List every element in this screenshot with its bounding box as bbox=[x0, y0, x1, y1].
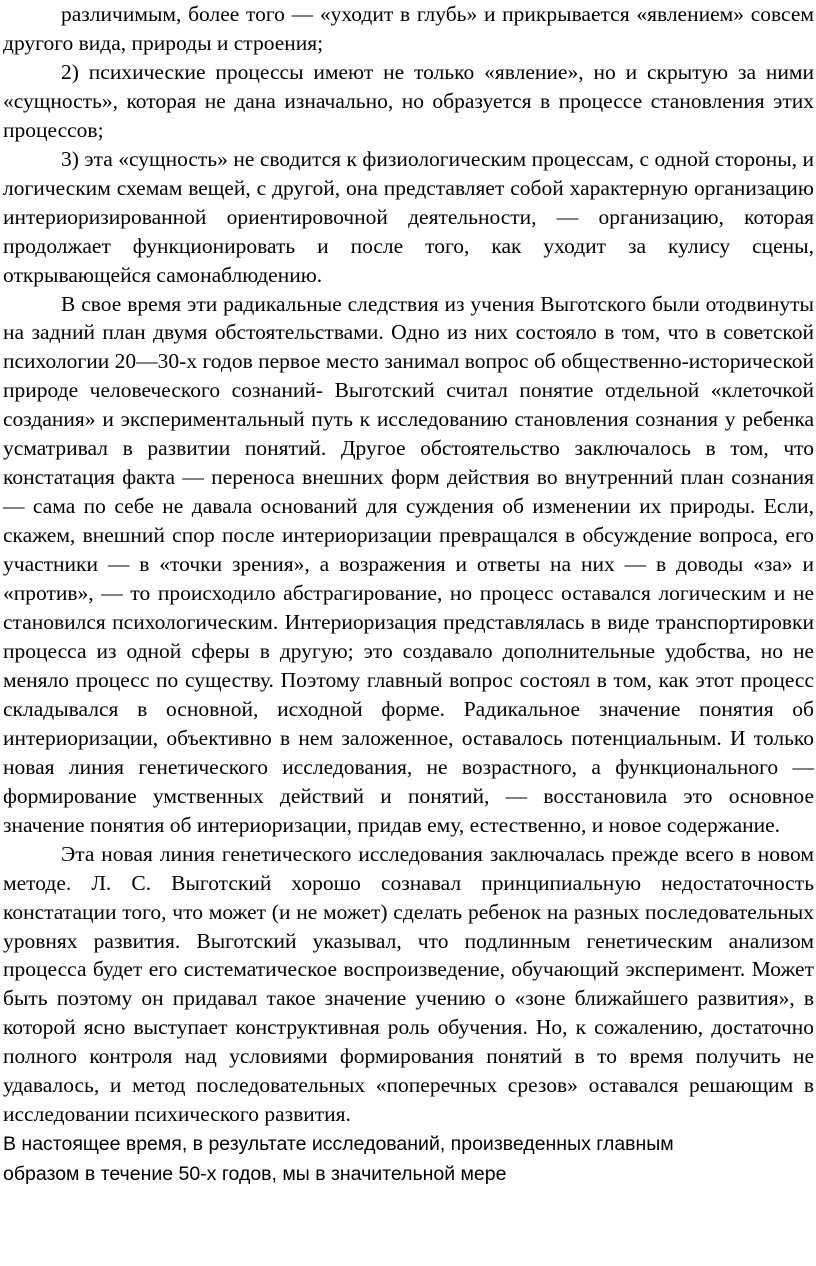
paragraph-continuation: различимым, более того — «уходит в глубь» и прикрывается «явлением» совсем другого вида, природы и строения; bbox=[3, 2, 814, 55]
paragraph-genetic-research-method: Эта новая линия генетического исследования заключалась прежде всего в новом методе. Л. С. Выготский хорошо сознавал принципиальную недостаточность констатации того, что может (и не может) сделать ребенок на разных последовательных уровнях развития. Выготский указывал, что подлинным генетическим анализом процесса будет его систематическое воспроизведение, обучающий эксперимент. Может быть поэтому он придавал такое значение учению о «зоне ближайшего развития», в которой ясно выступает конструктивная роль обучения. Но, к сожалению, достаточно полного контроля над условиями формирования понятий в то время получить не удавалось, и метод последовательных «поперечных срезов» оставался решающим в исследовании психического развития. bbox=[3, 841, 814, 1127]
closing-line-2: образом в течение 50-х годов, мы в значительной мере bbox=[3, 1163, 507, 1186]
closing-line-1: В настоящее время, в результате исследований, произведенных главным bbox=[3, 1133, 674, 1156]
paragraph-point-3: 3) эта «сущность» не сводится к физиологическим процессам, с одной стороны, и логическим схемам вещей, с другой, она представляет собой характерную организацию интериоризированной ориентировочной деятельности, — организацию, которая продолжает функционировать и после того, как уходит за кулису сцены, открывающейся самонаблюдению. bbox=[3, 146, 814, 287]
paragraph-point-2: 2) психические процессы имеют не только «явление», но и скрытую за ними «сущность», которая не дана изначально, но образуется в процессе становления этих процессов; bbox=[3, 59, 814, 142]
paragraph-vygotsky-consequences: В свое время эти радикальные следствия из учения Выготского были отодвинуты на задний план двумя обстоятельствами. Одно из них состояло в том, что в советской психологии 20—30-х годов первое место занимал вопрос об общественно-исторической природе человеческого сознаний- Выготский считал понятие отдельной «клеточкой создания» и экспериментальный путь к исследованию становления сознания у ребенка усматривал в развитии понятий. Другое обстоятельство заключалось в том, что констатация факта — переноса внешних форм действия во внутренний план сознания — сама по себе не давала оснований для суждения об изменении их природы. Если, скажем, внешний спор после интериоризации превращался в обсуждение вопроса, его участники — в «точки зрения», а возражения и ответы на них — в доводы «за» и «против», — то происходило абстрагирование, но процесс оставался логическим и не становился психологическим. Интериоризация представлялась в виде транспортировки процесса из одной сферы в другую; это создавало дополнительные удобства, но не меняло процесс по существу. Поэтому главный вопрос состоял в том, как этот процесс складывался в основной, исходной форме. Радикальное значение понятия об интериоризации, объективно в нем заложенное, оставалось потенциальным. И только новая линия генетического исследования, не возрастного, а функционального — формирование умственных действий и понятий, — восстановила это основное значение понятия об интериоризации, придав ему, естественно, и новое содержание. bbox=[3, 291, 814, 837]
